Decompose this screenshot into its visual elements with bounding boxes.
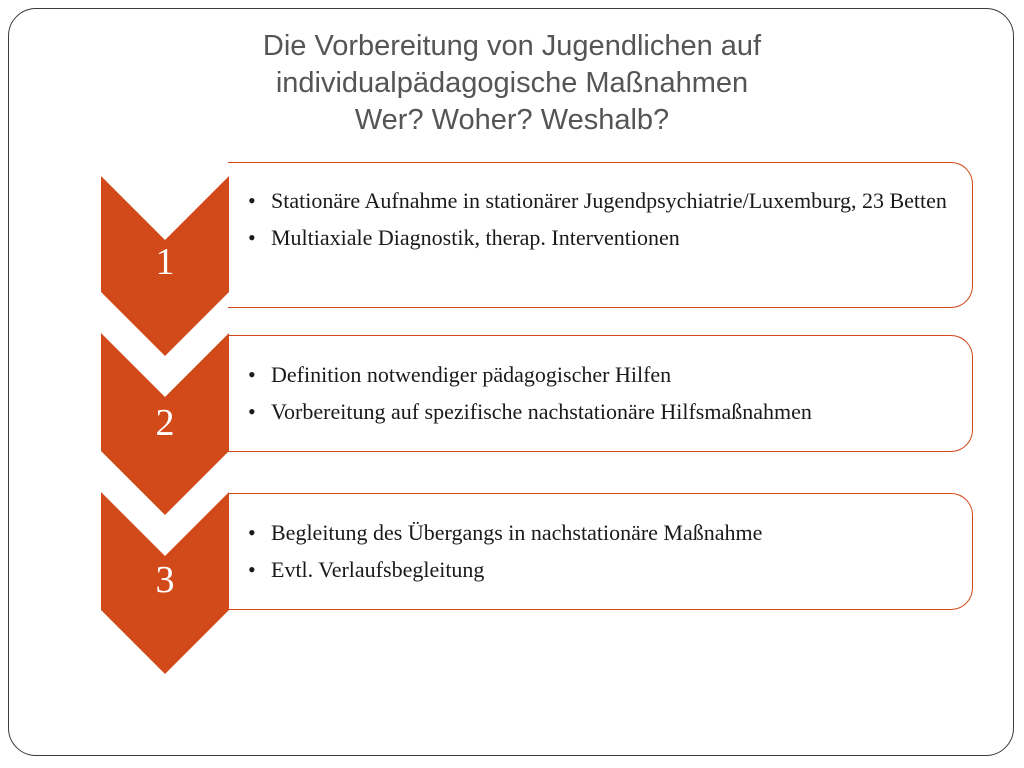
step-1-number: 1	[155, 241, 175, 283]
bullet-text: Evtl. Verlaufsbegleitung	[271, 557, 485, 582]
step-2-number: 2	[155, 402, 175, 444]
bullet-dot: •	[248, 557, 256, 582]
bullet-dot: •	[248, 399, 256, 424]
bullet-dot: •	[248, 188, 256, 213]
step-3-bullet-1	[248, 518, 956, 547]
step-1-box	[228, 162, 973, 308]
step-2-bullet-2	[248, 397, 956, 426]
bullet-text: Multiaxiale Diagnostik, therap. Interventionen	[271, 225, 680, 250]
bullet-text: Vorbereitung auf spezifische nachstationäre Hilfsmaßnahmen	[271, 399, 812, 424]
bullet-dot: •	[248, 225, 256, 250]
bullet-dot: •	[248, 362, 256, 387]
bullet-text: Definition notwendiger pädagogischer Hilfen	[271, 362, 672, 387]
step-1-bullet-1	[248, 186, 956, 215]
slide-title	[0, 28, 1024, 139]
step-2-chevron	[101, 333, 229, 515]
step-3-chevron	[101, 492, 229, 674]
step-1-bullet-2	[248, 223, 956, 252]
bullet-text: Begleitung des Übergangs in nachstationäre Maßnahme	[271, 520, 763, 545]
step-3-bullet-2	[248, 555, 956, 584]
bullet-dot: •	[248, 520, 256, 545]
bullet-text: Stationäre Aufnahme in stationärer Jugendpsychiatrie/Luxemburg, 23 Betten	[271, 188, 947, 213]
step-3-box	[228, 493, 973, 610]
step-1-bullet-list	[248, 186, 956, 260]
step-3-bullet-list	[248, 518, 956, 592]
title-line-3: Wer? Woher? Weshalb?	[354, 104, 670, 136]
step-2-box	[228, 335, 973, 452]
step-2-bullet-1	[248, 360, 956, 389]
step-1-chevron	[101, 176, 229, 356]
title-line-2: individualpädagogische Maßnahmen	[275, 67, 749, 99]
title-line-1: Die Vorbereitung von Jugendlichen auf	[262, 30, 762, 62]
step-2-bullet-list	[248, 360, 956, 434]
step-3-number: 3	[155, 559, 175, 601]
